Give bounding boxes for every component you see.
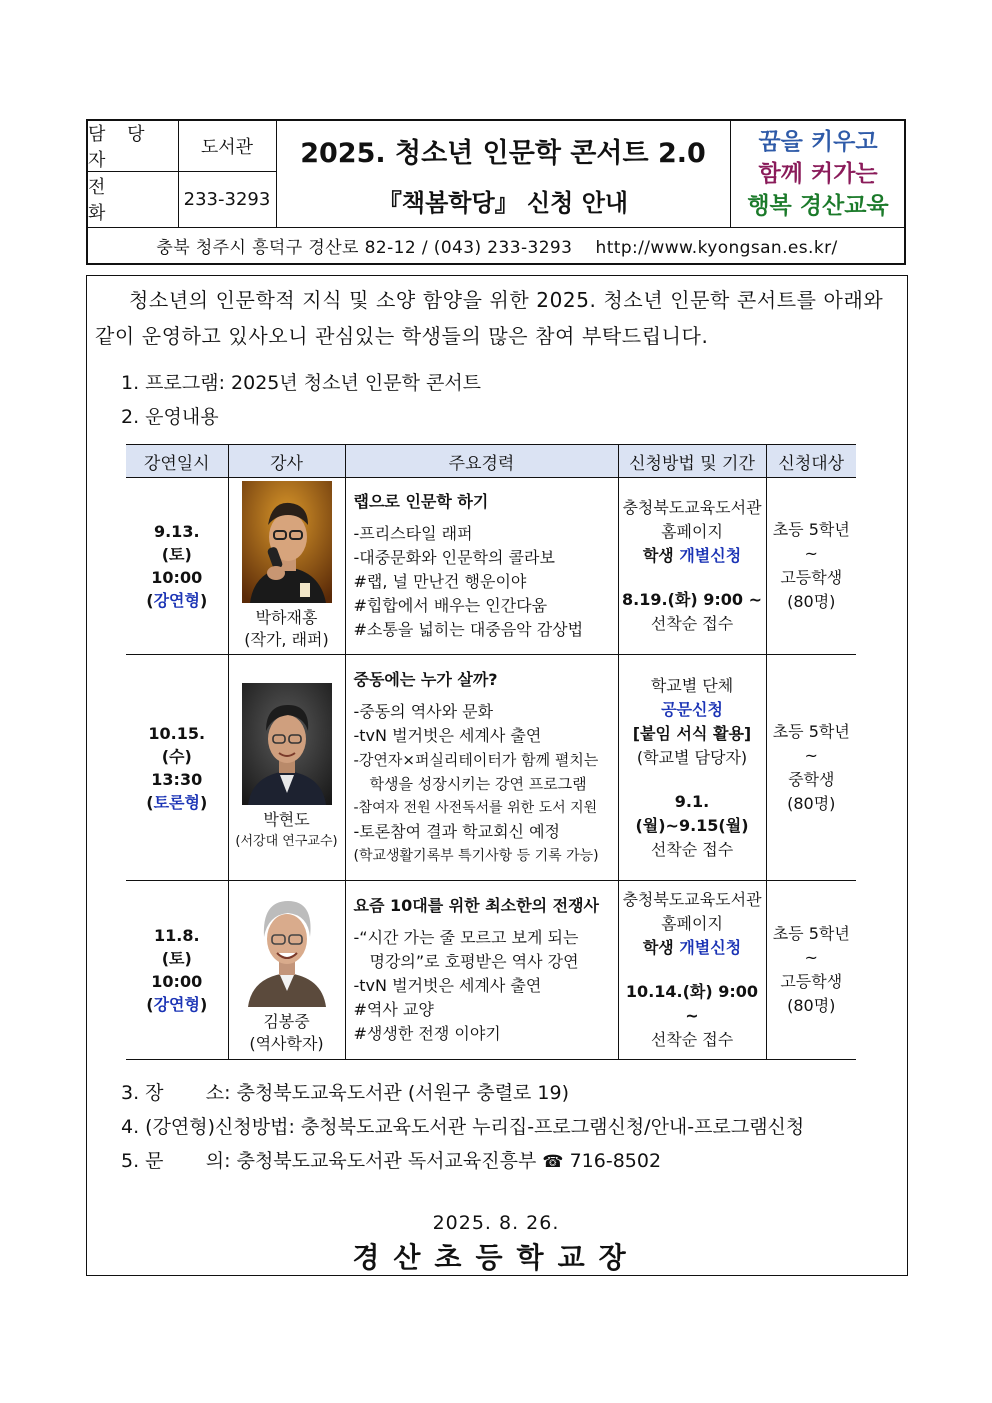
inquiry-phone: 716-8502 xyxy=(569,1150,662,1172)
apply-period: 10.14.(화) 9:00 ~ xyxy=(625,982,759,1025)
career-line: -참여자 전원 사전독서를 위한 도서 지원 xyxy=(353,799,598,816)
header-box xyxy=(86,119,906,265)
event-type: (강연형) xyxy=(146,995,208,1014)
target-line: 초등 5학년 xyxy=(772,924,850,943)
target-count: (80명) xyxy=(787,996,836,1015)
slogan-line-1: 꿈을 키우고 xyxy=(758,129,878,155)
apply-cell xyxy=(618,655,766,881)
target-cell xyxy=(766,478,856,655)
document-title: 2025. 청소년 인문학 콘서트 2.0 xyxy=(300,137,706,169)
header-speaker: 강사 xyxy=(228,445,345,478)
intro-paragraph: 청소년의 인문학적 지식 및 소양 함양을 위한 2025. 청소년 인문학 콘서트를 아래와 같이 운영하고 있사오니 관심있는 학생들의 많은 참여 부탁드립니다. xyxy=(95,288,884,348)
target-tilde: ~ xyxy=(804,745,818,765)
speaker-role: (작가, 래퍼) xyxy=(244,630,329,649)
apply-line: 학교별 단체 xyxy=(650,675,734,695)
apply-line: [붙임 서식 활용] xyxy=(632,723,752,743)
speaker-photo xyxy=(242,683,332,805)
header-career: 주요경력 xyxy=(345,445,618,478)
date-cell xyxy=(126,655,228,881)
inquiry-text: 5. 문 의: 충청북도교육도서관 독서교육진흥부 xyxy=(121,1150,537,1172)
event-date: 9.13. xyxy=(153,522,200,541)
career-line: 학생을 성장시키는 강연 프로그램 xyxy=(369,774,587,793)
apply-note: 선착순 접수 xyxy=(650,839,734,859)
phone-icon: ☎ xyxy=(542,1152,564,1172)
phone-value: 233-3293 xyxy=(183,188,271,210)
career-cell xyxy=(345,881,618,1060)
date-cell xyxy=(126,478,228,655)
slogan-line-3: 행복 경산교육 xyxy=(747,193,889,219)
career-line: -tvN 벌거벗은 세계사 출연 xyxy=(353,976,542,995)
schedule-table xyxy=(126,444,856,1060)
event-day: (수) xyxy=(161,746,192,766)
apply-method: 학생 개별신청 xyxy=(642,938,742,957)
apply-period: 8.19.(화) 9:00 ~ xyxy=(622,590,762,609)
event-time: 10:00 xyxy=(151,972,203,991)
speaker-cell xyxy=(228,655,345,881)
career-line: -tvN 벌거벗은 세계사 출연 xyxy=(353,725,542,745)
target-line: 초등 5학년 xyxy=(772,520,850,539)
header-target: 신청대상 xyxy=(766,445,856,478)
date-cell xyxy=(126,881,228,1060)
school-address: 충북 청주시 흥덕구 경산로 82-12 / (043) 233-3293 http://www.kyongsan.es.kr/ xyxy=(156,237,838,258)
contact-label: 담 당 자 xyxy=(88,124,153,171)
principal-signature: 경산초등학교장 xyxy=(352,1241,640,1274)
item-content: 2. 운영내용 xyxy=(121,406,219,428)
table-row xyxy=(126,655,856,881)
career-cell xyxy=(345,655,618,881)
career-line: -토론참여 결과 학교회신 예정 xyxy=(353,821,561,841)
event-time: 13:30 xyxy=(151,769,203,789)
target-count: (80명) xyxy=(787,592,836,611)
career-line: -강연자×퍼실리테이터가 함께 펼치는 xyxy=(353,750,599,769)
event-date: 10.15. xyxy=(148,723,206,743)
event-type: (강연형) xyxy=(146,591,208,610)
event-day: (토) xyxy=(161,949,192,968)
speaker-photo xyxy=(242,481,332,603)
event-type: (토론형) xyxy=(146,792,208,812)
apply-cell xyxy=(618,881,766,1060)
event-time: 10:00 xyxy=(151,568,203,587)
career-line: (학교생활기록부 특기사항 등 기록 가능) xyxy=(353,847,599,864)
item-method: 4. (강연형)신청방법: 충청북도교육도서관 누리집-프로그램신청/안내-프로그램신청 xyxy=(121,1116,805,1138)
table-header-row xyxy=(126,445,856,478)
apply-method: 공문신청 xyxy=(661,699,723,719)
apply-cell xyxy=(618,478,766,655)
target-count: (80명) xyxy=(787,793,836,813)
item-program: 1. 프로그램: 2025년 청소년 인문학 콘서트 xyxy=(121,372,482,394)
apply-line: 충청북도교육도서관 xyxy=(622,498,762,517)
table-row xyxy=(126,478,856,655)
speaker-name: 김봉중 xyxy=(263,1012,310,1031)
table-row xyxy=(126,881,856,1060)
speaker-role: (역사학자) xyxy=(249,1034,324,1053)
event-date: 11.8. xyxy=(153,926,200,945)
career-line: #생생한 전쟁 이야기 xyxy=(353,1024,501,1043)
document-subtitle: 『책봄학당』 신청 안내 xyxy=(377,188,629,217)
career-line: -프리스타일 래퍼 xyxy=(353,524,473,543)
career-line: #역사 교양 xyxy=(353,1000,434,1019)
target-tilde: ~ xyxy=(804,544,818,563)
apply-note: 선착순 접수 xyxy=(650,1030,734,1049)
item-place: 3. 장 소: 충청북도교육도서관 (서원구 충렬로 19) xyxy=(121,1082,570,1104)
speaker-photo xyxy=(242,885,332,1007)
lecture-topic: 중동에는 누가 살까? xyxy=(353,669,498,689)
target-line: 고등학생 xyxy=(780,568,843,587)
apply-line: 홈페이지 xyxy=(661,914,723,933)
event-day: (토) xyxy=(161,545,192,564)
career-cell xyxy=(345,478,618,655)
career-line: #소통을 넓히는 대중음악 감상법 xyxy=(353,620,584,639)
item-inquiry xyxy=(121,1146,661,1173)
apply-method: 학생 개별신청 xyxy=(642,546,742,565)
slogan-line-2: 함께 커가는 xyxy=(758,161,878,187)
phone-label: 전 화 xyxy=(88,177,124,224)
target-line: 초등 5학년 xyxy=(772,721,850,741)
apply-note: 선착순 접수 xyxy=(650,614,734,633)
header-date: 강연일시 xyxy=(126,445,228,478)
target-line: 중학생 xyxy=(788,769,835,789)
career-line: -대중문화와 인문학의 콜라보 xyxy=(353,548,555,567)
speaker-cell xyxy=(228,881,345,1060)
speaker-cell xyxy=(228,478,345,655)
speaker-name: 박하재홍 xyxy=(255,608,318,627)
contact-value: 도서관 xyxy=(200,137,254,158)
document-date: 2025. 8. 26. xyxy=(432,1212,560,1234)
career-line: #힙합에서 배우는 인간다움 xyxy=(353,596,548,615)
target-line: 고등학생 xyxy=(780,972,843,991)
target-cell xyxy=(766,655,856,881)
career-line: 명강의”로 호평받은 역사 강연 xyxy=(369,952,579,971)
speaker-role: (서강대 연구교수) xyxy=(235,833,338,849)
speaker-name: 박현도 xyxy=(263,809,310,829)
header-apply: 신청방법 및 기간 xyxy=(618,445,766,478)
apply-period: 9.1.(월)~9.15(월) xyxy=(635,791,749,835)
lecture-topic: 랩으로 인문학 하기 xyxy=(353,492,489,511)
apply-line: (학교별 담당자) xyxy=(636,747,748,767)
career-line: -중동의 역사와 문화 xyxy=(353,701,494,721)
career-line: -“시간 가는 줄 모르고 보게 되는 xyxy=(353,928,579,947)
career-line: #랩, 널 만난건 행운이야 xyxy=(353,572,527,591)
apply-line: 홈페이지 xyxy=(661,522,723,541)
target-cell xyxy=(766,881,856,1060)
lecture-topic: 요즘 10대를 위한 최소한의 전쟁사 xyxy=(353,896,599,915)
apply-line: 충청북도교육도서관 xyxy=(622,890,762,909)
target-tilde: ~ xyxy=(804,948,818,967)
